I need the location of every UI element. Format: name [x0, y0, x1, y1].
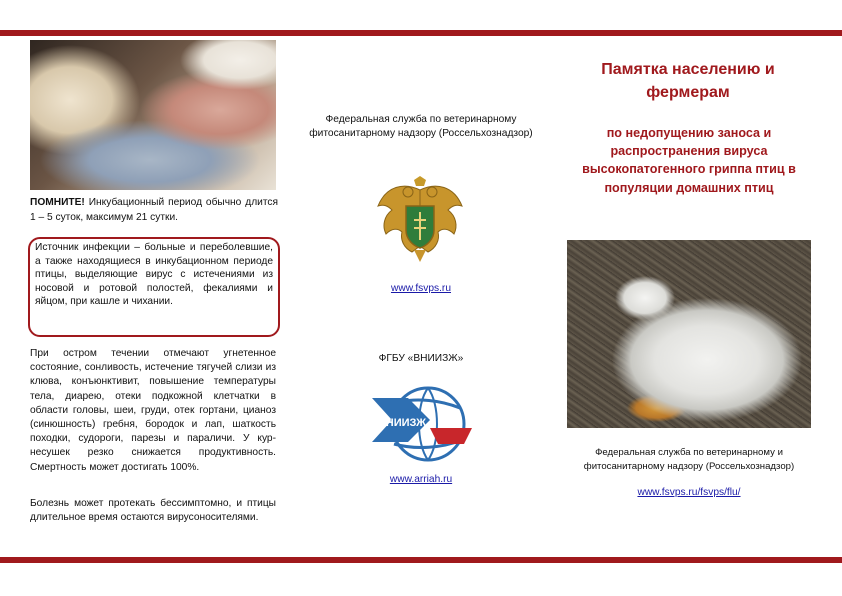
- asymptomatic-paragraph: Болезнь может протекать бессимптомно, и птицы длительное время остаются вирусоносителями.: [30, 498, 276, 524]
- remember-label: ПОМНИТЕ!: [30, 197, 85, 208]
- coat-of-arms-icon: [374, 176, 466, 264]
- bird-feet-photo: [30, 40, 276, 190]
- agency-caption: Федеральная служба по ветеринарному и фитосанитарному надзору (Россельхознадзор): [583, 447, 795, 472]
- fsvps-link[interactable]: www.fsvps.ru: [390, 283, 451, 294]
- page-subtitle: по недопущению заноса и распространения вируса высокопатогенного гриппа птиц в популяции домашних птиц: [582, 126, 796, 195]
- fgbu-name: ФГБУ «ВНИИЗЖ»: [378, 353, 464, 364]
- remember-text: Инкубационный период обычно длится 1 – 5 суток, максимум 21 сутки.: [30, 197, 278, 223]
- top-accent-bar: [0, 30, 842, 36]
- goose-photo: [567, 240, 811, 428]
- incubation-note: [30, 196, 278, 225]
- vniizh-logo-text: ВНИИЗЖ: [377, 417, 427, 429]
- symptoms-paragraph: При остром течении отмечают угнетенное состояние, сонливость, истечение тягучей слизи из клюва, конъюнктивит, повышение температуры тела, диарею, отеки подкожной клетчатки в области головы, шеи, груди, отек гортани, цианоз (синюшность) гребня, бородок и лап, шаткость походки, судороги, парезы и параличи. У кур-несушек резко снижается продуктивность. Смертность может достигать 100%.: [30, 348, 276, 473]
- fsvps-flu-link[interactable]: www.fsvps.ru/fsvps/flu/: [637, 487, 741, 498]
- page-title: Памятка населению и фермерам: [601, 61, 775, 101]
- agency-name: Федеральная служба по ветеринарному фитосанитарному надзору (Россельхознадзор): [309, 114, 533, 139]
- infection-source-box: Источник инфекции – больные и переболевшие, а также находящиеся в инкубационном периоде птицы, выделяющие вирус с истечениями из носовой и ротовой полостей, фекалиями и яйцом, при кашле и чихании.: [28, 237, 280, 337]
- vniizh-logo-icon: [368, 378, 476, 464]
- bottom-accent-bar: [0, 557, 842, 563]
- arriah-link[interactable]: www.arriah.ru: [389, 474, 453, 485]
